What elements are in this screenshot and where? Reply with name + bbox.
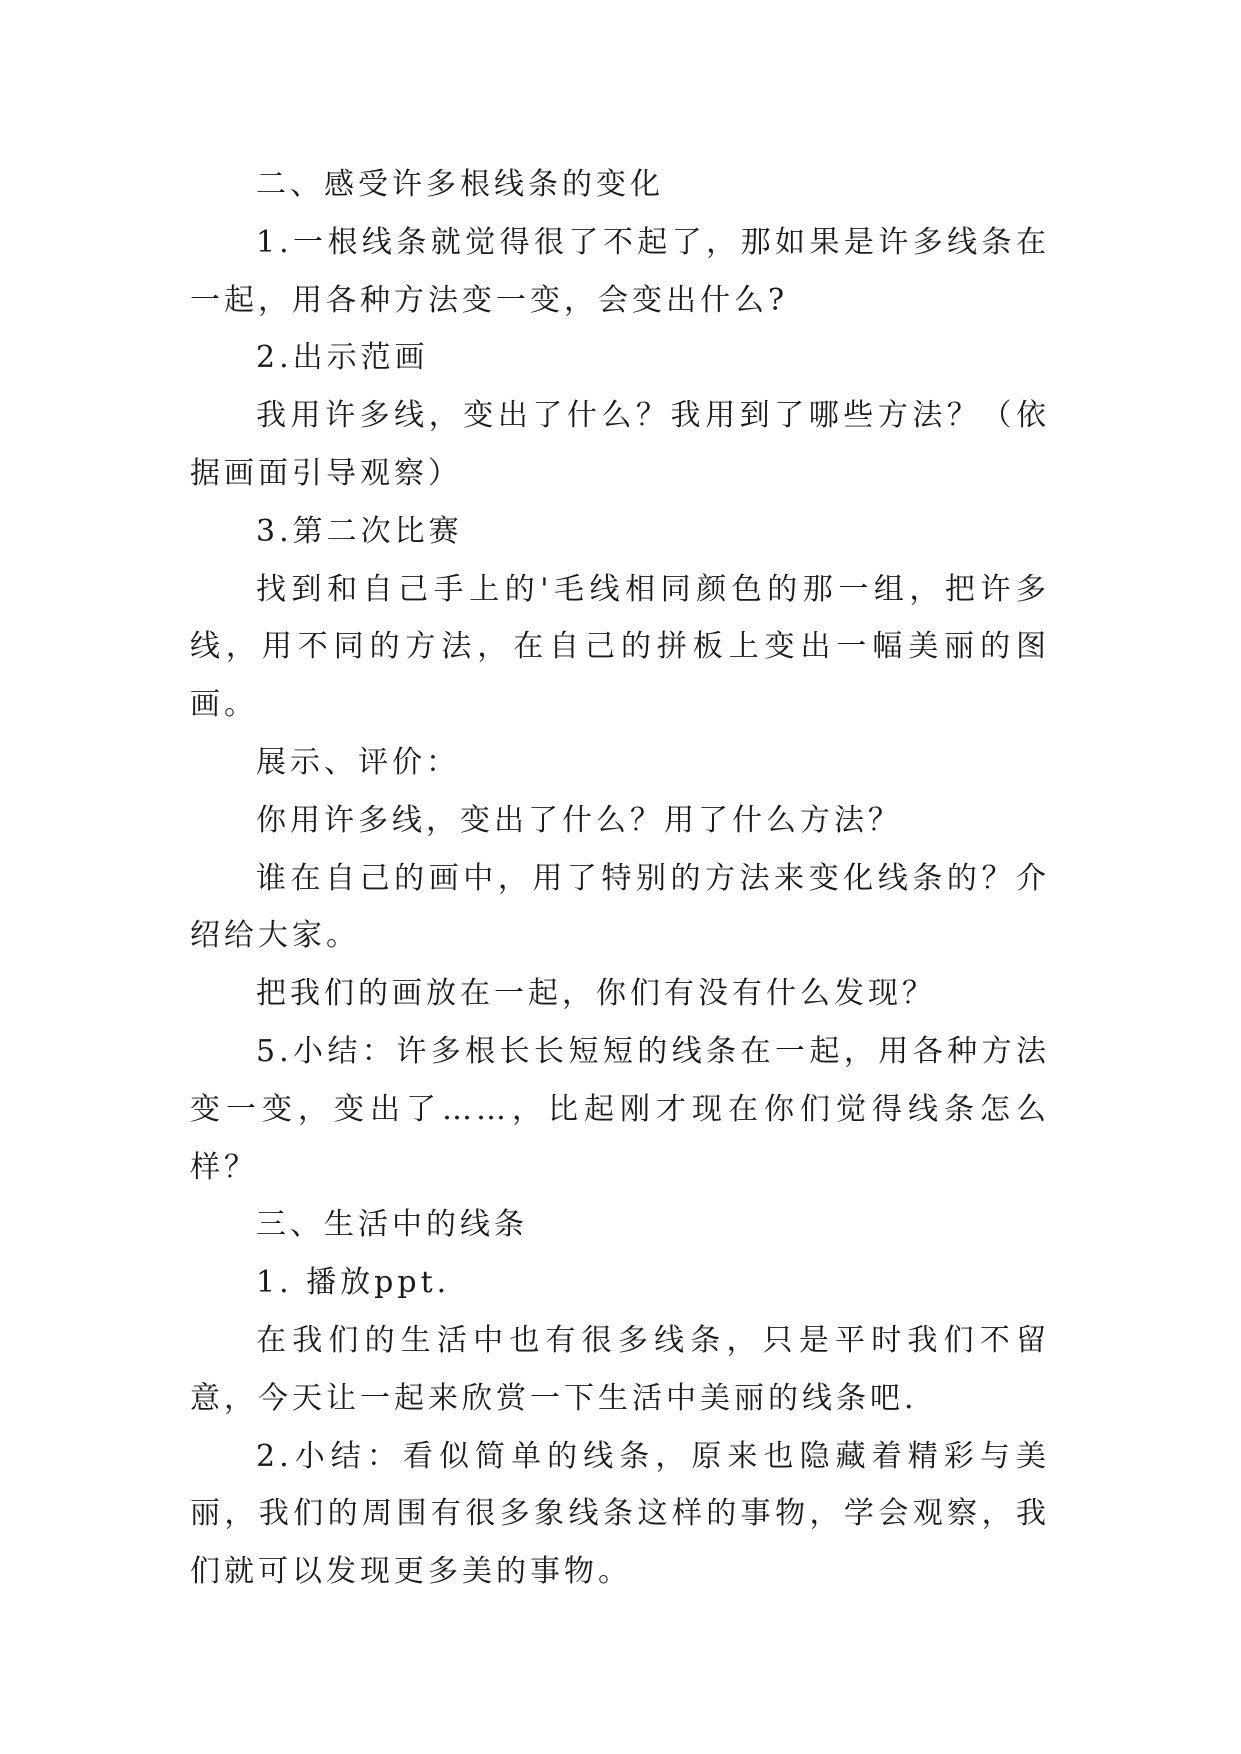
paragraph: 把我们的画放在一起，你们有没有什么发现？	[256, 976, 936, 1012]
paragraph: 找到和自己手上的'毛线相同颜色的那一组，把许多线，用不同的方法，在自己的拼板上变出一幅美丽的图画。	[190, 571, 1050, 723]
paragraph: 2.出示范画	[256, 340, 429, 376]
paragraph: 5.小结：许多根长长短短的线条在一起，用各种方法变一变，变出了……，比起刚才现在你们觉得线条怎么样？	[190, 1033, 1050, 1185]
paragraph: 展示、评价：	[256, 744, 460, 780]
section-heading-2: 二、感受许多根线条的变化	[256, 167, 664, 202]
paragraph: 1.一根线条就觉得很了不起了，那如果是许多线条在一起，用各种方法变一变，会变出什么?	[190, 224, 1050, 318]
paragraph: 1. 播放ppt.	[256, 1265, 451, 1301]
paragraph: 你用许多线，变出了什么？用了什么方法？	[256, 802, 902, 838]
paragraph: 在我们的生活中也有很多线条，只是平时我们不留意，今天让一起来欣赏一下生活中美丽的线条吧.	[190, 1322, 1050, 1416]
paragraph: 2.小结：看似简单的线条，原来也隐藏着精彩与美丽，我们的周围有很多象线条这样的事物，学会观察，我们就可以发现更多美的事物。	[190, 1438, 1050, 1590]
paragraph: 我用许多线，变出了什么？我用到了哪些方法？（依据画面引导观察）	[190, 398, 1050, 491]
document-body	[190, 156, 1050, 1601]
paragraph: 谁在自己的画中，用了特别的方法来变化线条的？介绍给大家。	[190, 860, 1050, 954]
paragraph: 3.第二次比赛	[256, 513, 463, 549]
section-heading-3: 三、生活中的线条	[256, 1207, 528, 1243]
